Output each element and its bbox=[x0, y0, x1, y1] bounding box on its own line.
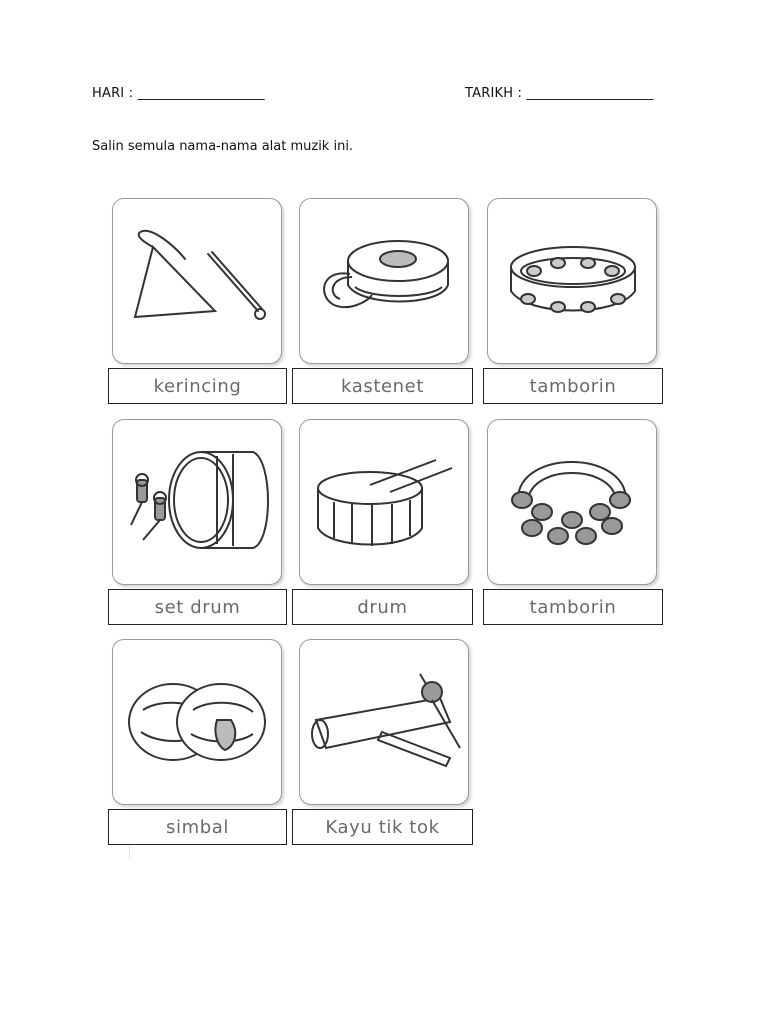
label-box: kerincing bbox=[108, 368, 287, 404]
card-snare-drum bbox=[299, 419, 469, 585]
label-box: Kayu tik tok bbox=[292, 809, 473, 845]
date-field: TARIKH : ___________________ bbox=[465, 86, 654, 101]
label-box: drum bbox=[292, 589, 473, 625]
card-tambourine bbox=[487, 198, 657, 364]
snare-drum-icon bbox=[300, 420, 469, 585]
label-box: tamborin bbox=[483, 368, 663, 404]
bass-drum-icon bbox=[113, 420, 282, 585]
card-castanet bbox=[299, 198, 469, 364]
label-box: tamborin bbox=[483, 589, 663, 625]
triangle-instrument-icon bbox=[113, 199, 282, 364]
wood-block-icon bbox=[300, 640, 469, 805]
instruction-text: Salin semula nama-nama alat muzik ini. bbox=[92, 139, 354, 154]
card-bass-drum bbox=[112, 419, 282, 585]
castanet-icon bbox=[300, 199, 469, 364]
card-wood-block bbox=[299, 639, 469, 805]
tambourine-icon bbox=[488, 199, 657, 364]
card-hand-bells bbox=[487, 419, 657, 585]
card-cymbals bbox=[112, 639, 282, 805]
hand-bells-icon bbox=[488, 420, 657, 585]
label-box: kastenet bbox=[292, 368, 473, 404]
day-field: HARI : ___________________ bbox=[92, 86, 265, 101]
card-triangle bbox=[112, 198, 282, 364]
label-box: set drum bbox=[108, 589, 287, 625]
cymbals-icon bbox=[113, 640, 282, 805]
label-box: simbal bbox=[108, 809, 287, 845]
